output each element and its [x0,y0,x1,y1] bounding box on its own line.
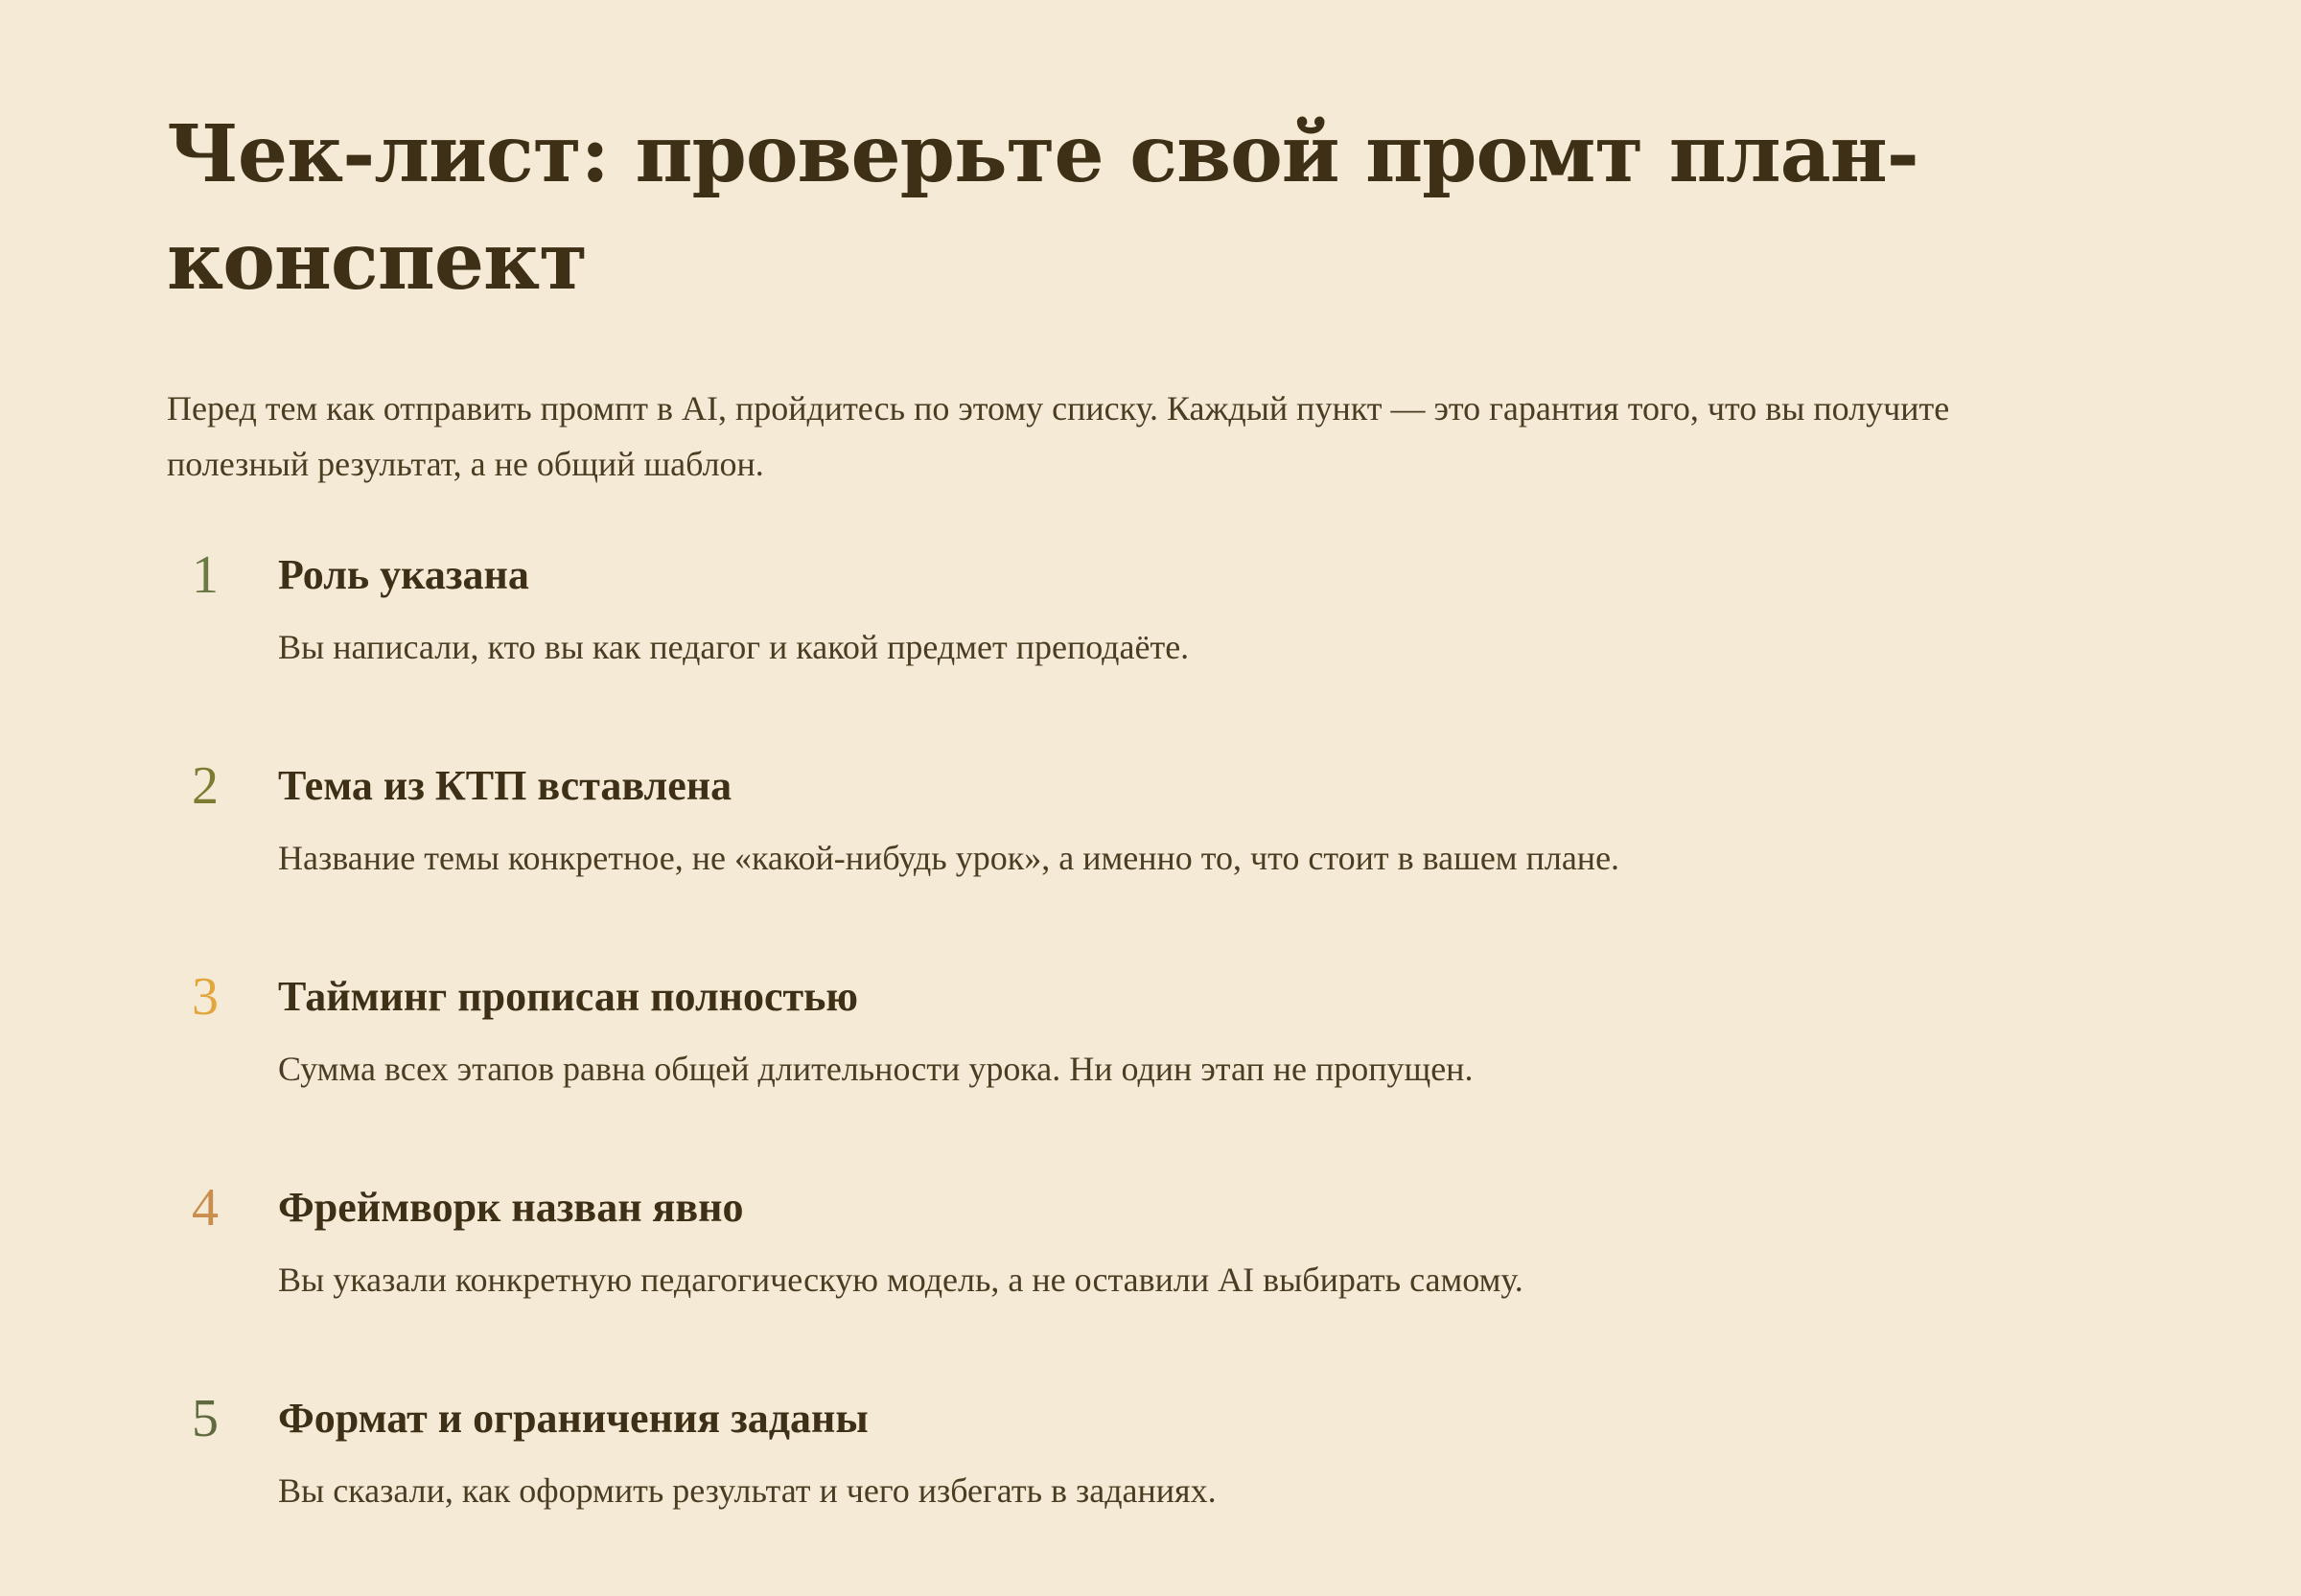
item-description: Сумма всех этапов равна общей длительности урока. Ни один этап не пропущен. [278,1050,1474,1088]
item-number: 1 [192,545,219,605]
item-title: Формат и ограничения заданы [278,1395,869,1442]
checklist-item [167,963,2301,1174]
item-title: Тема из КТП вставлена [278,762,732,809]
item-title: Тайминг прописан полностью [278,973,859,1020]
item-title: Роль указана [278,551,529,598]
item-number: 4 [192,1178,219,1237]
item-description: Вы указали конкретную педагогическую модель, а не оставили AI выбирать самому. [278,1261,1523,1299]
item-title: Фреймворк назван явно [278,1184,744,1231]
checklist-item [167,1174,2301,1385]
item-number: 5 [192,1389,219,1448]
item-number: 3 [192,967,219,1027]
item-description: Вы написали, кто вы как педагог и какой предмет преподаёте. [278,628,1190,666]
page-title: Чек-лист: проверьте свой промт план-конспект [167,108,1918,308]
checklist-item [167,1385,2301,1596]
checklist-item [167,542,2301,752]
checklist [167,542,2301,1596]
checklist-item [167,752,2301,963]
item-description: Название темы конкретное, не «какой-нибудь урок», а именно то, что стоит в вашем плане. [278,839,1620,877]
item-number: 2 [192,756,219,816]
item-description: Вы сказали, как оформить результат и чего избегать в заданиях. [278,1471,1217,1510]
intro-paragraph: Перед тем как отправить промпт в AI, пройдитесь по этому списку. Каждый пункт — это гарантия того, что вы получите полезный результат, а не общий шаблон. [167,389,1950,483]
